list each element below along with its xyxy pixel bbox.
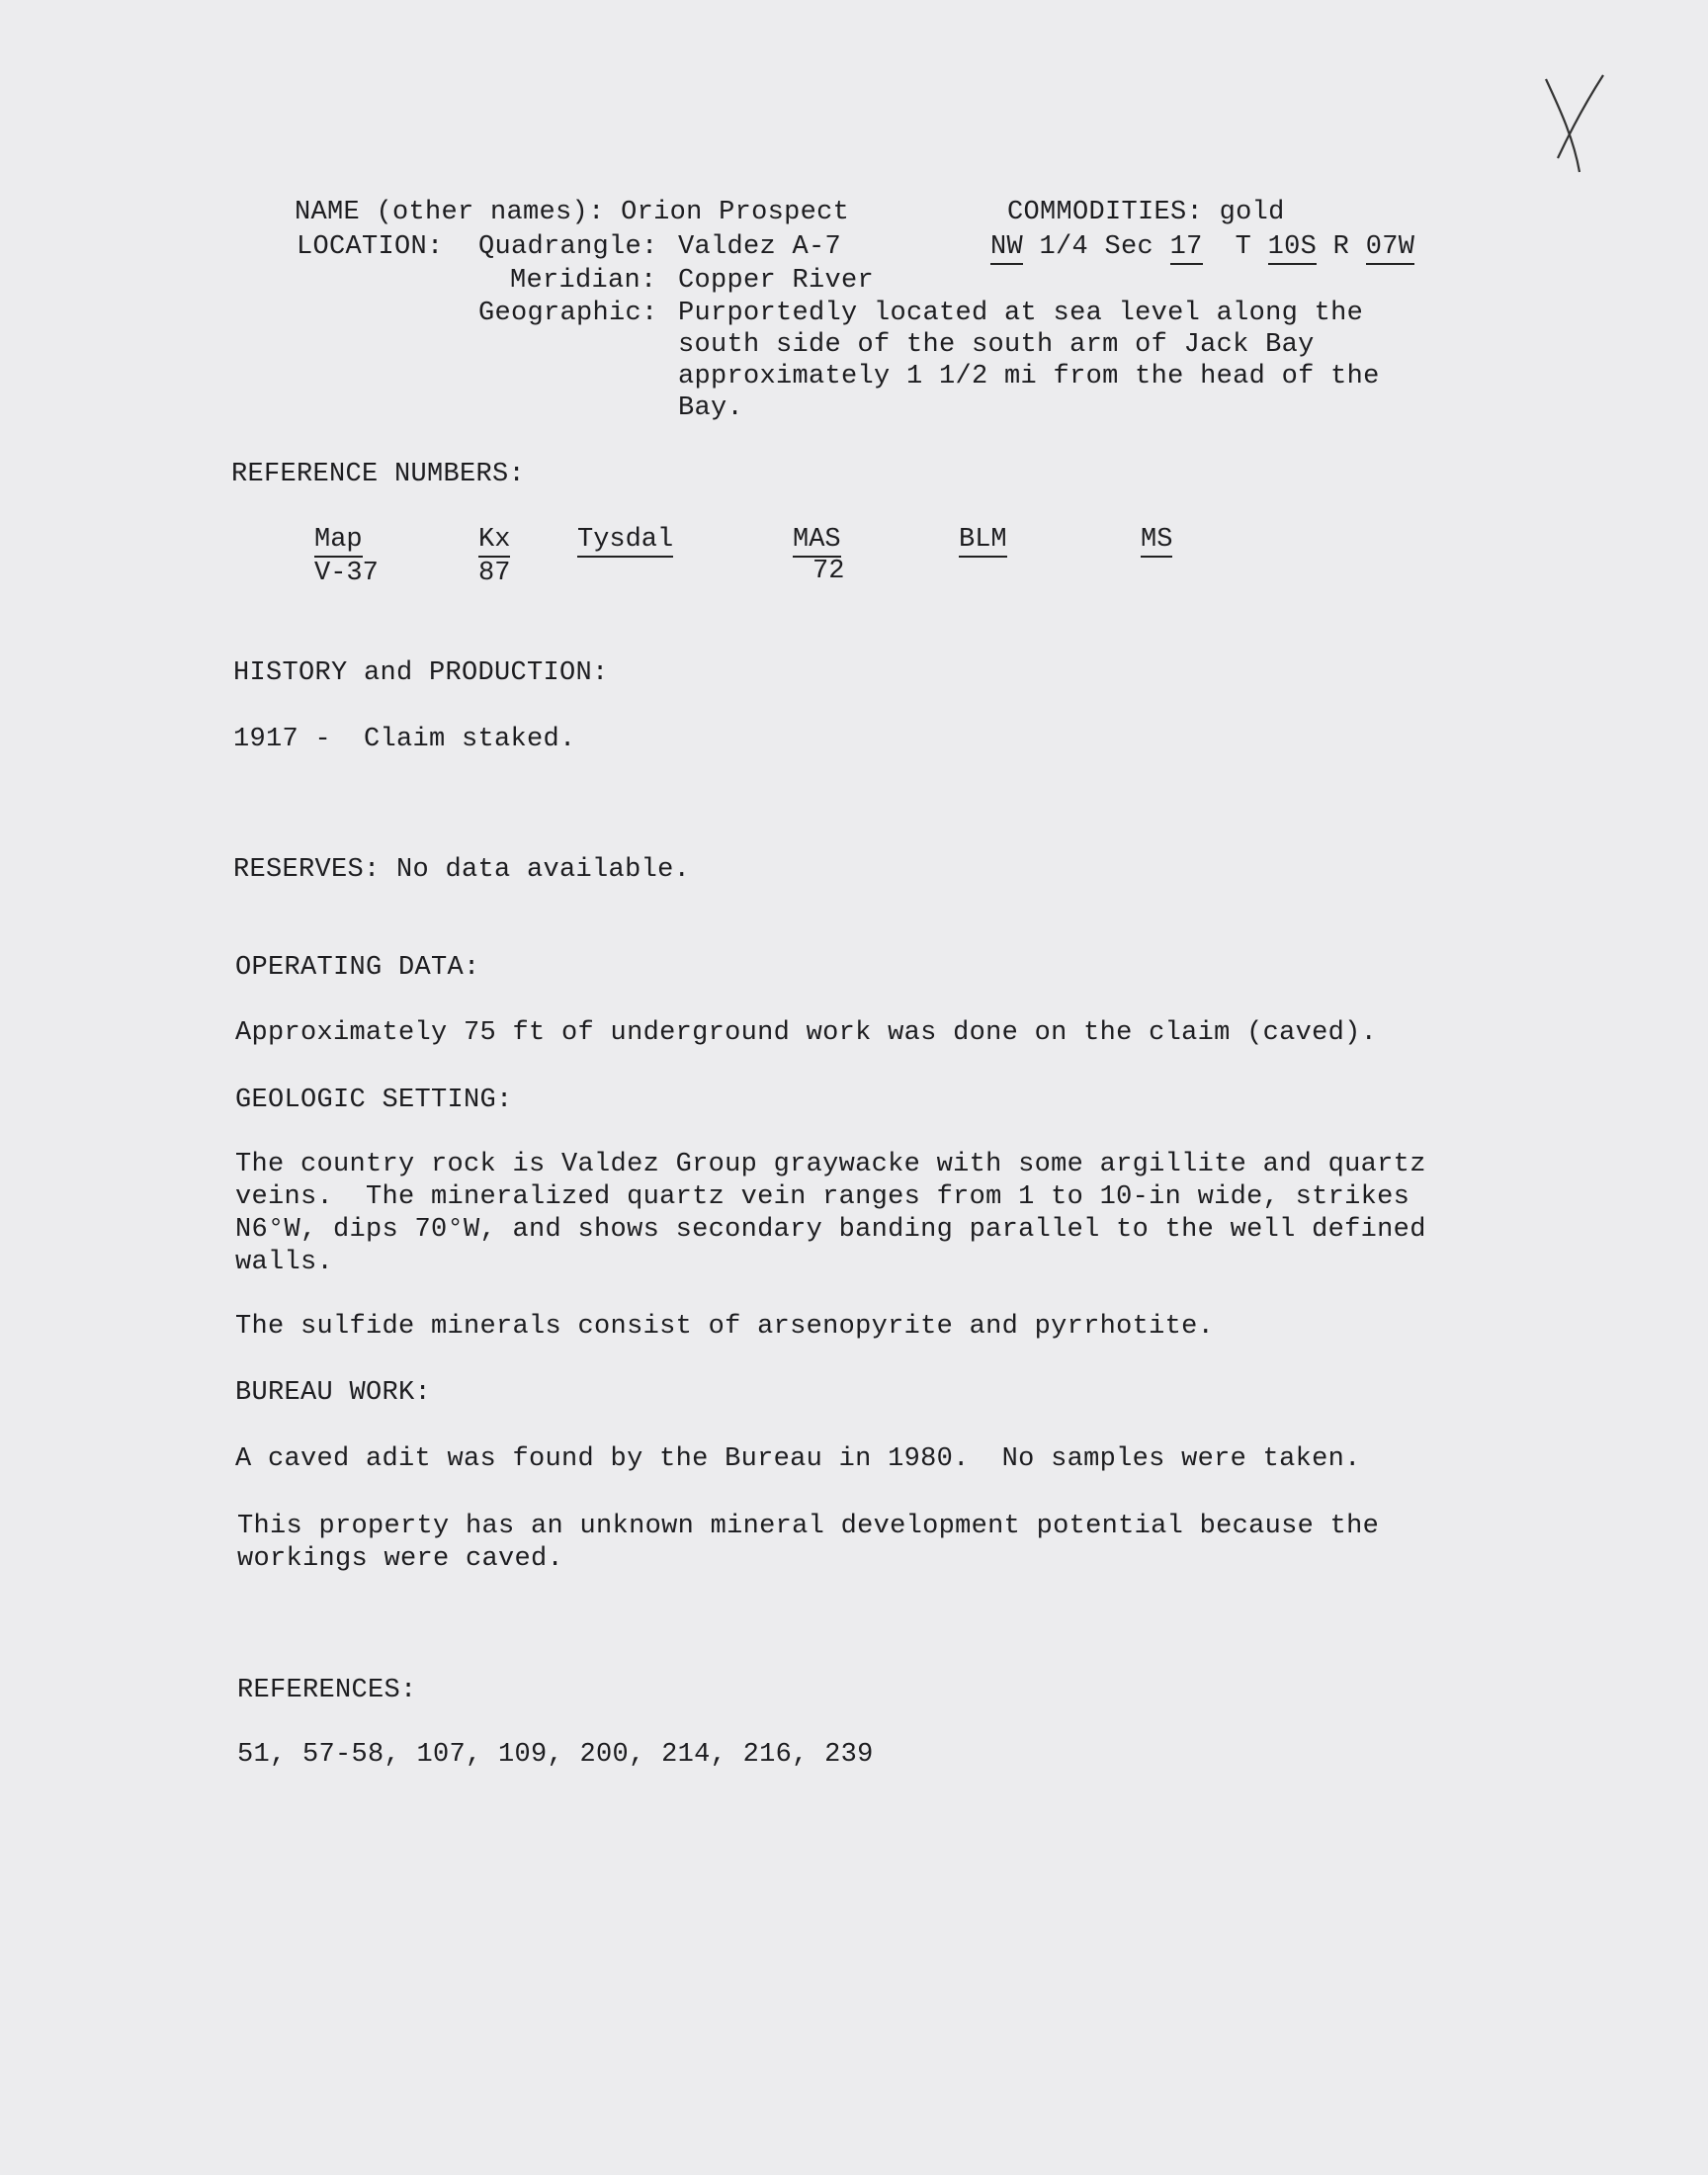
name-value: Orion Prospect — [621, 198, 850, 227]
township-value: 10S — [1268, 232, 1318, 265]
bureau-line-2: workings were caved. — [237, 1544, 564, 1574]
geographic-line-4: Bay. — [678, 393, 744, 423]
quarter-suffix: 1/4 Sec — [1039, 232, 1154, 262]
meridian-label: Meridian: — [510, 266, 657, 296]
reserves-text: RESERVES: No data available. — [233, 855, 691, 885]
references-heading: REFERENCES: — [237, 1676, 417, 1705]
bureau-para-1: A caved adit was found by the Bureau in 1980. No samples were taken. — [235, 1444, 1361, 1474]
ref-header-mas: MAS — [793, 524, 841, 558]
location-label: LOCATION: — [297, 232, 444, 262]
ref-value-map: V-37 — [314, 559, 379, 588]
commodities-label: COMMODITIES: — [1007, 198, 1204, 227]
operating-heading: OPERATING DATA: — [235, 953, 480, 983]
meridian-value: Copper River — [678, 266, 875, 296]
history-heading: HISTORY and PRODUCTION: — [233, 658, 609, 688]
ref-value-mas: 72 — [812, 557, 845, 586]
geographic-line-1: Purportedly located at sea level along the — [678, 299, 1364, 328]
ref-header-map: Map — [314, 524, 363, 558]
geographic-line-3: approximately 1 1/2 mi from the head of the — [678, 362, 1380, 392]
handwritten-x-mark — [1542, 69, 1611, 178]
geologic-line-2: veins. The mineralized quartz vein ranges from 1 to 10-in wide, strikes — [235, 1182, 1410, 1212]
ref-header-kx: Kx — [478, 524, 510, 558]
section-value: 17 — [1170, 232, 1203, 265]
geographic-label: Geographic: — [478, 299, 658, 328]
references-text: 51, 57-58, 107, 109, 200, 214, 216, 239 — [237, 1740, 874, 1770]
range-value: 07W — [1366, 232, 1415, 265]
geologic-heading: GEOLOGIC SETTING: — [235, 1086, 513, 1115]
reference-numbers-heading: REFERENCE NUMBERS: — [231, 460, 526, 489]
geographic-line-2: south side of the south arm of Jack Bay — [678, 330, 1315, 360]
operating-text: Approximately 75 ft of underground work was done on the claim (caved). — [235, 1018, 1378, 1048]
geologic-line-3: N6°W, dips 70°W, and shows secondary banding parallel to the well defined — [235, 1215, 1426, 1245]
ref-header-tysdal: Tysdal — [577, 524, 673, 558]
geologic-line-1: The country rock is Valdez Group graywacke with some argillite and quartz — [235, 1150, 1426, 1179]
bureau-line-1: This property has an unknown mineral development potential because the — [237, 1512, 1380, 1541]
quarter-value: NW — [990, 232, 1023, 265]
name-label: NAME (other names): — [295, 198, 605, 227]
quadrangle-label: Quadrangle: — [478, 232, 658, 262]
ref-header-ms: MS — [1141, 524, 1172, 558]
geologic-line-4: walls. — [235, 1248, 334, 1277]
section-line — [990, 230, 1414, 264]
quadrangle-value: Valdez A-7 — [678, 232, 842, 262]
commodities-value: gold — [1219, 198, 1285, 227]
ref-value-kx: 87 — [478, 559, 511, 588]
bureau-heading: BUREAU WORK: — [235, 1378, 432, 1408]
ref-header-blm: BLM — [959, 524, 1007, 558]
history-line: 1917 - Claim staked. — [233, 725, 576, 754]
geologic-para-2: The sulfide minerals consist of arsenopyrite and pyrrhotite. — [235, 1312, 1215, 1342]
township-label: T — [1235, 232, 1252, 262]
range-label: R — [1332, 232, 1350, 262]
